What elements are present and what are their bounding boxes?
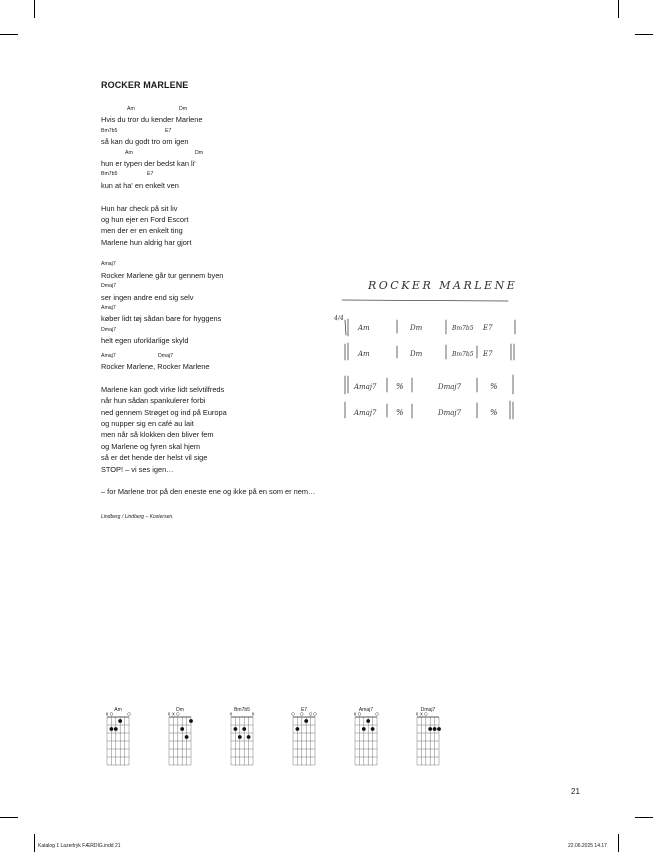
chord-label: Dm (179, 106, 188, 112)
hand-chord: E7 (483, 350, 493, 358)
muted-string-marker: x (415, 711, 419, 718)
lyric-line: hun er typen der bedst kan li' (101, 158, 196, 168)
lyric-line: helt egen uforklarlige skyld (101, 336, 189, 346)
finger-dot (433, 727, 437, 731)
crop-mark (635, 34, 653, 35)
lyric-line: og Marlene og fyren skal hjem (101, 441, 201, 451)
chord-line (101, 104, 401, 114)
lyric-line: Hun har check på sit liv (101, 203, 178, 213)
lyric-line: så kan du godt tro om igen (101, 137, 189, 147)
lyric-line: og nupper sig en café au lait (101, 418, 194, 428)
open-string-marker (424, 713, 427, 716)
chord-diagram-label: E7 (300, 707, 308, 713)
chord-diagram-label: Bm7b5 (234, 707, 250, 713)
finger-dot (428, 727, 432, 731)
finger-dot (304, 719, 308, 723)
crop-mark (618, 0, 619, 18)
chord-label: Dmaj7 (101, 326, 116, 333)
hand-repeat: % (396, 382, 404, 391)
muted-string-marker: x (105, 711, 109, 718)
open-string-marker (376, 713, 379, 716)
lyric-line: men der er en enkelt ting (101, 226, 183, 236)
crop-mark (618, 834, 619, 852)
chord-diagram (230, 707, 255, 765)
crop-mark (635, 817, 653, 818)
lyric-line: køber lidt tøj sådan bare for hyggens (101, 314, 222, 324)
finger-dot (242, 727, 246, 731)
finger-dot (118, 719, 122, 723)
hand-chord: Amaj7 (354, 383, 377, 391)
chord-diagram (416, 707, 441, 765)
lyric-line: Rocker Marlene går tur gennem byen (101, 270, 224, 280)
open-string-marker (128, 713, 131, 716)
muted-string-marker: x (167, 711, 171, 718)
chord-line (101, 148, 401, 158)
chord-diagram-label: Amaj7 (358, 707, 374, 713)
muted-string-marker: x (172, 711, 175, 718)
hand-chord: Amaj7 (354, 409, 377, 417)
hand-chord: Am (358, 350, 370, 358)
chord-label: Bm7b5 (101, 127, 118, 134)
open-string-marker (309, 713, 312, 716)
crop-mark (0, 817, 18, 818)
chord-label: Dmaj7 (158, 352, 173, 359)
chord-label: Am (127, 106, 135, 112)
finger-dot (247, 735, 251, 739)
lyric-line: og hun ejer en Ford Escort (101, 214, 189, 224)
hand-repeat: % (396, 408, 404, 417)
lyric-line: Hvis du tror du kender Marlene (101, 115, 203, 125)
finger-dot (114, 727, 118, 731)
handwritten-chord-chart (334, 272, 530, 432)
open-string-marker (292, 713, 295, 716)
lyric-line: Marlene hun aldrig har gjort (101, 237, 192, 247)
chord-line (101, 126, 401, 136)
hand-underline (342, 300, 508, 301)
chord-label: Am (125, 149, 133, 156)
hand-chord: Dmaj7 (438, 409, 462, 417)
hand-title: ROCKER MARLENE (368, 279, 518, 292)
hand-tempo: 4/4 (334, 315, 344, 322)
chord-diagrams (100, 704, 480, 764)
muted-string-marker: x (229, 711, 233, 718)
finger-dot (296, 727, 300, 731)
chord-label: E7 (147, 171, 154, 178)
finger-dot (362, 727, 366, 731)
hand-chord: Dm (410, 324, 423, 332)
open-string-marker (358, 713, 361, 716)
chord-diagram-label: Dm (176, 707, 184, 713)
finger-dot (110, 727, 114, 731)
chord-label: Bm7b5 (101, 171, 118, 178)
song-title: ROCKER MARLENE (101, 80, 189, 90)
hand-repeat: % (490, 382, 498, 391)
chord-diagram (106, 707, 131, 765)
finger-dot (238, 735, 242, 739)
hand-chord: Bm7b5 (452, 325, 474, 332)
lyric-line: kun at ha' en enkelt ven (101, 180, 179, 190)
crop-mark (0, 34, 18, 35)
chord-line (101, 259, 401, 269)
lyric-line: Marlene kan godt virke lidt selvtilfreds (101, 384, 225, 394)
muted-string-marker: x (353, 711, 357, 718)
finger-dot (437, 727, 441, 731)
chord-label: Dmaj7 (101, 283, 116, 290)
chord-diagram (354, 707, 379, 765)
hand-chord: Dm (410, 350, 423, 358)
lyric-line: så er det hende der helst vil sige (101, 453, 208, 463)
footer-timestamp: 22.06.2025 14.17 (568, 843, 607, 849)
lyric-outro: – for Marlene tror på den eneste ene og ikke på en som er nem… (101, 487, 316, 497)
open-string-marker (176, 713, 179, 716)
finger-dot (234, 727, 238, 731)
muted-string-marker: x (420, 711, 423, 718)
hand-chord: E7 (483, 324, 493, 332)
chord-diagram (168, 707, 193, 765)
chord-diagram-label: Am (114, 707, 122, 713)
hand-chord: Dmaj7 (438, 383, 462, 391)
open-string-marker (314, 713, 317, 716)
finger-dot (189, 719, 193, 723)
finger-dot (180, 727, 184, 731)
finger-dot (185, 735, 189, 739)
lyric-line: men når så klokken den bliver fem (101, 430, 214, 440)
crop-mark (34, 834, 35, 852)
songwriter-credit: Lindberg / Lindberg – Kostersen. (101, 514, 174, 520)
chord-label: Amaj7 (101, 352, 116, 359)
page-number: 21 (571, 787, 580, 796)
chord-diagram-label: Dmaj7 (420, 707, 436, 713)
crop-mark (34, 0, 35, 18)
chord-label: Amaj7 (101, 261, 116, 268)
lyric-line: STOP! – vi ses igen… (101, 464, 174, 474)
footer-file-info: Katalog 1 Lazerlryk FÆRDIG.indd 21 (38, 843, 121, 849)
open-string-marker (110, 713, 113, 716)
chord-label: E7 (165, 127, 172, 134)
open-string-marker (300, 713, 303, 716)
lyric-line: når hun sådan spankulerer forbi (101, 396, 206, 406)
lyric-line: ser ingen andre end sig selv (101, 292, 194, 302)
finger-dot (371, 727, 375, 731)
chord-label: Dm (195, 149, 204, 156)
chord-diagram (292, 707, 317, 765)
chord-label: Amaj7 (101, 305, 116, 312)
hand-chord: Am (358, 324, 370, 332)
hand-chord: Bm7b5 (452, 351, 474, 358)
lyric-line: Rocker Marlene, Rocker Marlene (101, 361, 210, 371)
muted-string-marker: x (251, 711, 255, 718)
chord-line (101, 169, 401, 179)
finger-dot (366, 719, 370, 723)
lyric-line: ned gennem Strøget og ind på Europa (101, 407, 227, 417)
hand-repeat: % (490, 408, 498, 417)
